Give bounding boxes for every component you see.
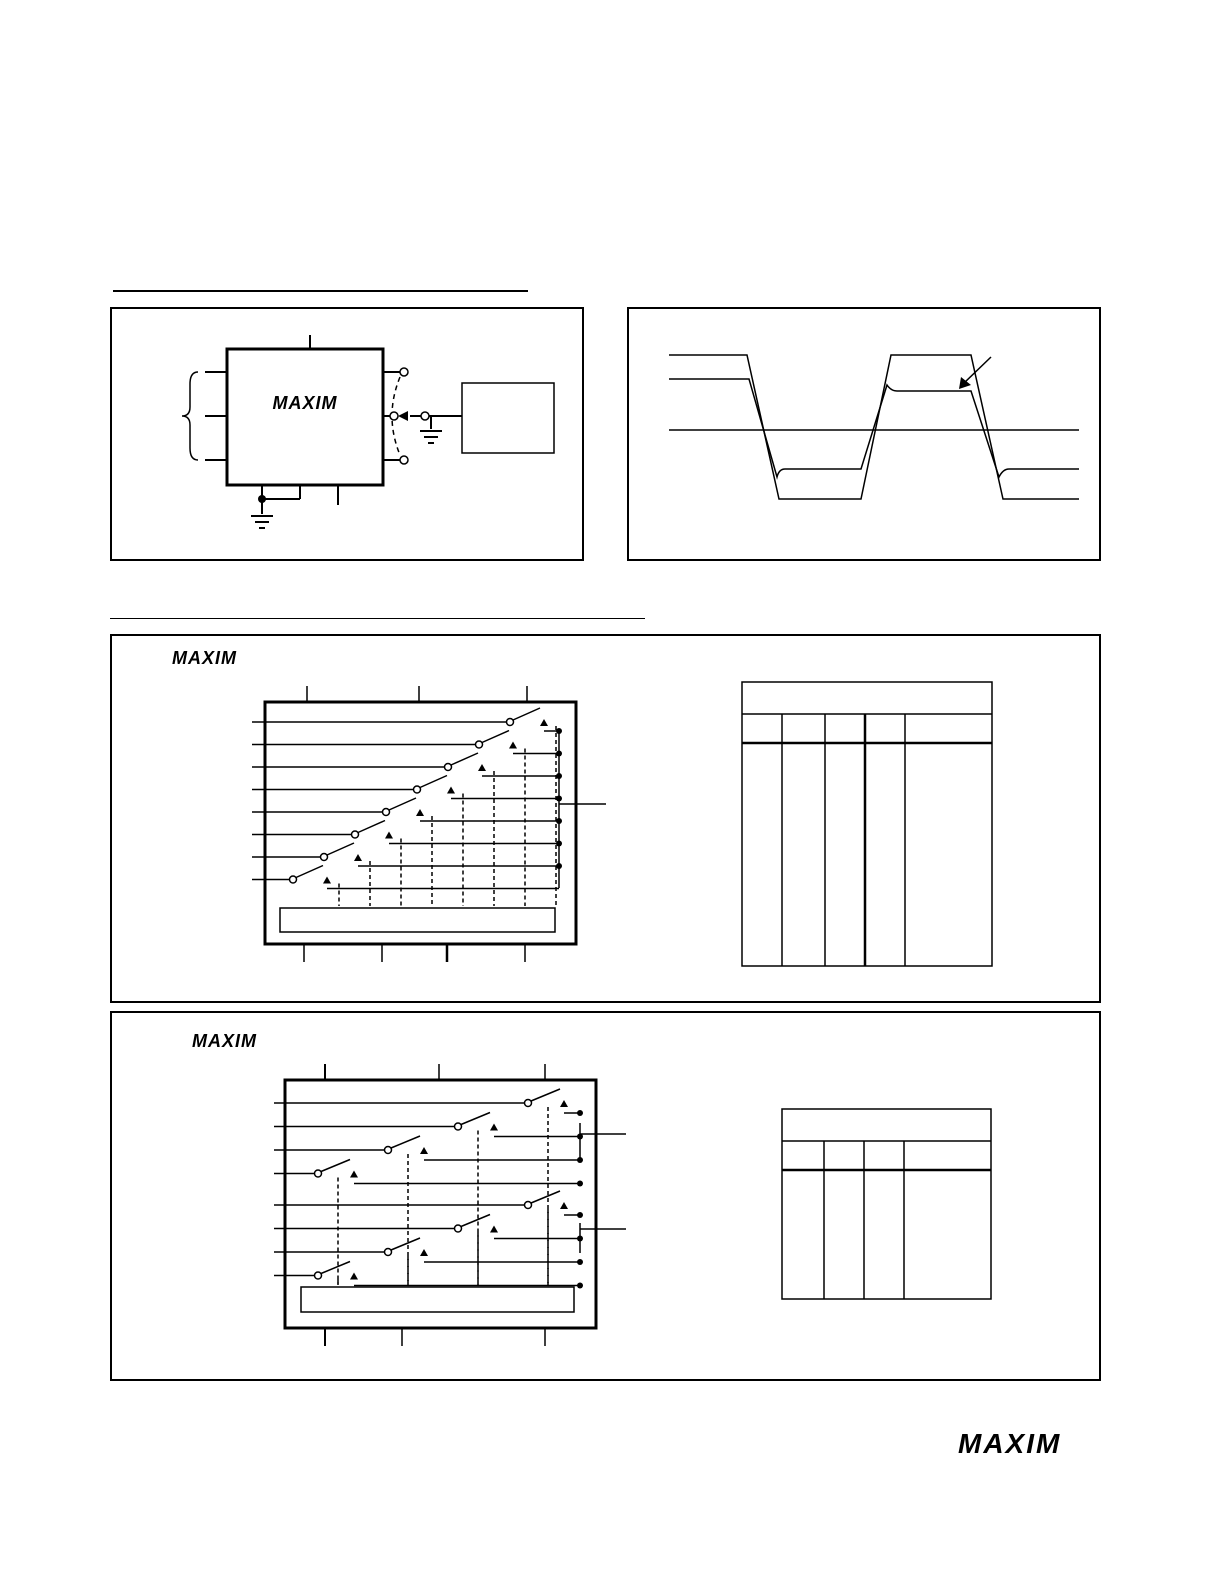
figure-mux-8ch xyxy=(110,634,1101,1003)
mux-8ch-switch xyxy=(252,731,562,907)
mux-8ch-switch xyxy=(252,753,562,906)
mux-8ch-switch xyxy=(252,843,562,906)
mux-dual4-switch xyxy=(274,1160,583,1286)
footer-logo: MAXIM xyxy=(958,1428,1062,1459)
waveform-plot xyxy=(629,309,1103,563)
mux-8ch-switch xyxy=(252,798,562,906)
mux-dual4-logo: MAXIM xyxy=(192,1031,257,1051)
mux-8ch-switch xyxy=(252,776,562,907)
chip-body xyxy=(227,349,383,485)
mux-dual4-diagram xyxy=(112,1013,1103,1383)
mux-8ch-switch xyxy=(252,821,562,907)
figure-waveform xyxy=(627,307,1101,561)
chip-logo: MAXIM xyxy=(272,393,338,413)
section-rule-middle xyxy=(110,618,645,619)
mux-dual4-switch xyxy=(274,1262,583,1289)
mux-8ch-switch xyxy=(252,866,559,907)
figure-test-circuit xyxy=(110,307,584,561)
mux-8ch-diagram xyxy=(112,636,1103,1005)
mux-dual4-switch xyxy=(274,1113,583,1286)
section-rule-top xyxy=(113,290,528,292)
mux-dual4-switch xyxy=(274,1089,583,1285)
mux-8ch-logo: MAXIM xyxy=(172,648,237,668)
figure-mux-dual4 xyxy=(110,1011,1101,1381)
test-circuit-schematic xyxy=(112,309,586,563)
